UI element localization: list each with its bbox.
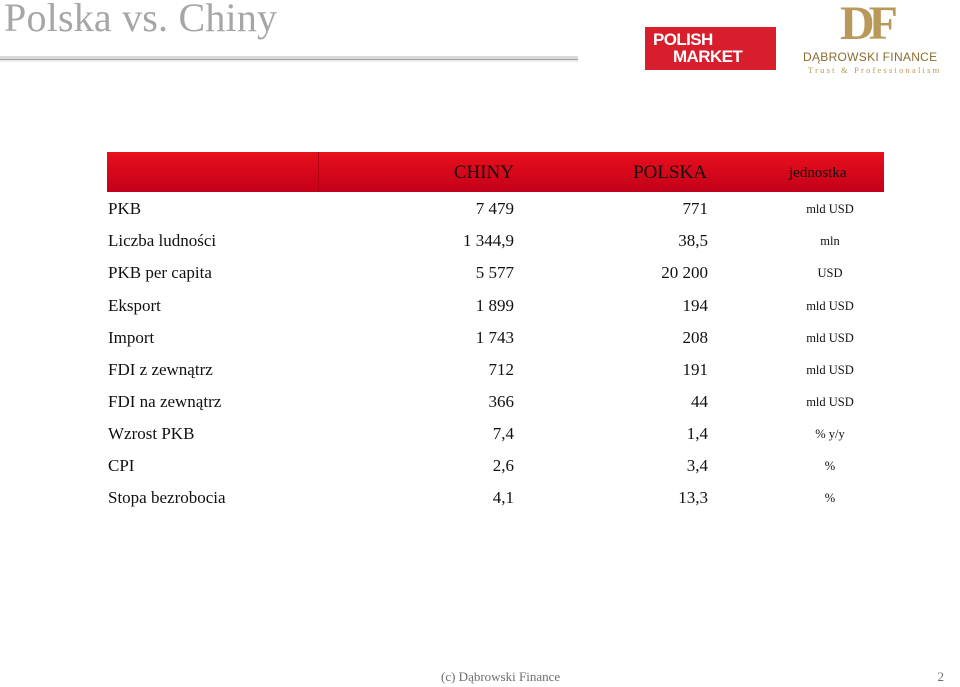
row-chiny-value: 5 577: [475, 263, 514, 282]
dabrowski-finance-name: DĄBROWSKI FINANCE: [803, 50, 938, 64]
row-polska-value: 208: [682, 328, 708, 347]
row-polska-value: 13,3: [678, 488, 708, 507]
row-label: CPI: [108, 456, 135, 475]
row-polska-value: 3,4: [686, 456, 708, 475]
header-polska: POLSKA: [633, 162, 707, 183]
row-label: Wzrost PKB: [108, 424, 195, 443]
row-polska-value: 20 200: [661, 263, 708, 282]
row-chiny-value: 7 479: [475, 199, 514, 218]
table-row: [0, 424, 960, 456]
row-label: FDI na zewnątrz: [108, 392, 222, 411]
row-polska-value: 771: [682, 199, 708, 218]
row-polska-value: 194: [682, 296, 708, 315]
table-row: [0, 328, 960, 360]
row-chiny-value: 2,6: [492, 456, 514, 475]
page-number: 2: [937, 669, 944, 684]
row-unit: % y/y: [815, 427, 845, 441]
table-header-divider: [318, 152, 319, 192]
row-unit: %: [824, 459, 836, 473]
row-unit: mln: [820, 234, 840, 248]
row-label: Import: [108, 328, 155, 347]
row-unit: mld USD: [806, 395, 854, 409]
row-unit: mld USD: [806, 331, 854, 345]
row-unit: mld USD: [806, 299, 854, 313]
footer-copyright: (c) Dąbrowski Finance: [441, 669, 561, 684]
row-chiny-value: 1 899: [475, 296, 514, 315]
slide-title: Polska vs. Chiny: [4, 0, 278, 40]
row-label: Liczba ludności: [108, 231, 217, 250]
row-unit: mld USD: [806, 202, 854, 216]
table-row: [0, 360, 960, 392]
row-chiny-value: 1 743: [475, 328, 514, 347]
row-chiny-value: 366: [488, 392, 514, 411]
title-underline: [0, 56, 578, 62]
row-chiny-value: 4,1: [492, 488, 514, 507]
polish-market-logo-line1: POLISH: [653, 30, 713, 49]
table-header: [107, 152, 884, 192]
polish-market-logo-line2: MARKET: [673, 47, 743, 66]
row-unit: %: [824, 491, 836, 505]
row-polska-value: 44: [691, 392, 708, 411]
table-row: [0, 199, 960, 231]
row-polska-value: 191: [682, 360, 708, 379]
table-row: [0, 456, 960, 488]
dabrowski-finance-tagline: Trust & Professionalism: [808, 65, 942, 75]
row-unit: USD: [817, 266, 843, 280]
row-label: FDI z zewnątrz: [108, 360, 213, 379]
header-chiny: CHINY: [453, 162, 514, 183]
row-polska-value: 1,4: [686, 424, 708, 443]
row-chiny-value: 7,4: [492, 424, 514, 443]
table-row: [0, 392, 960, 424]
row-unit: mld USD: [806, 363, 854, 377]
dabrowski-finance-monogram: DF: [840, 0, 892, 50]
table-row: [0, 231, 960, 263]
row-chiny-value: 712: [488, 360, 514, 379]
row-label: PKB: [108, 199, 142, 218]
table-row: [0, 296, 960, 328]
table-row: [0, 263, 960, 295]
row-label: Stopa bezrobocia: [108, 488, 226, 507]
row-label: Eksport: [108, 296, 161, 315]
row-polska-value: 38,5: [678, 231, 708, 250]
table-row: [0, 488, 960, 520]
row-chiny-value: 1 344,9: [463, 231, 514, 250]
header-unit: jednostka: [789, 165, 847, 181]
row-label: PKB per capita: [108, 263, 212, 282]
polish-market-logo: [645, 27, 776, 70]
